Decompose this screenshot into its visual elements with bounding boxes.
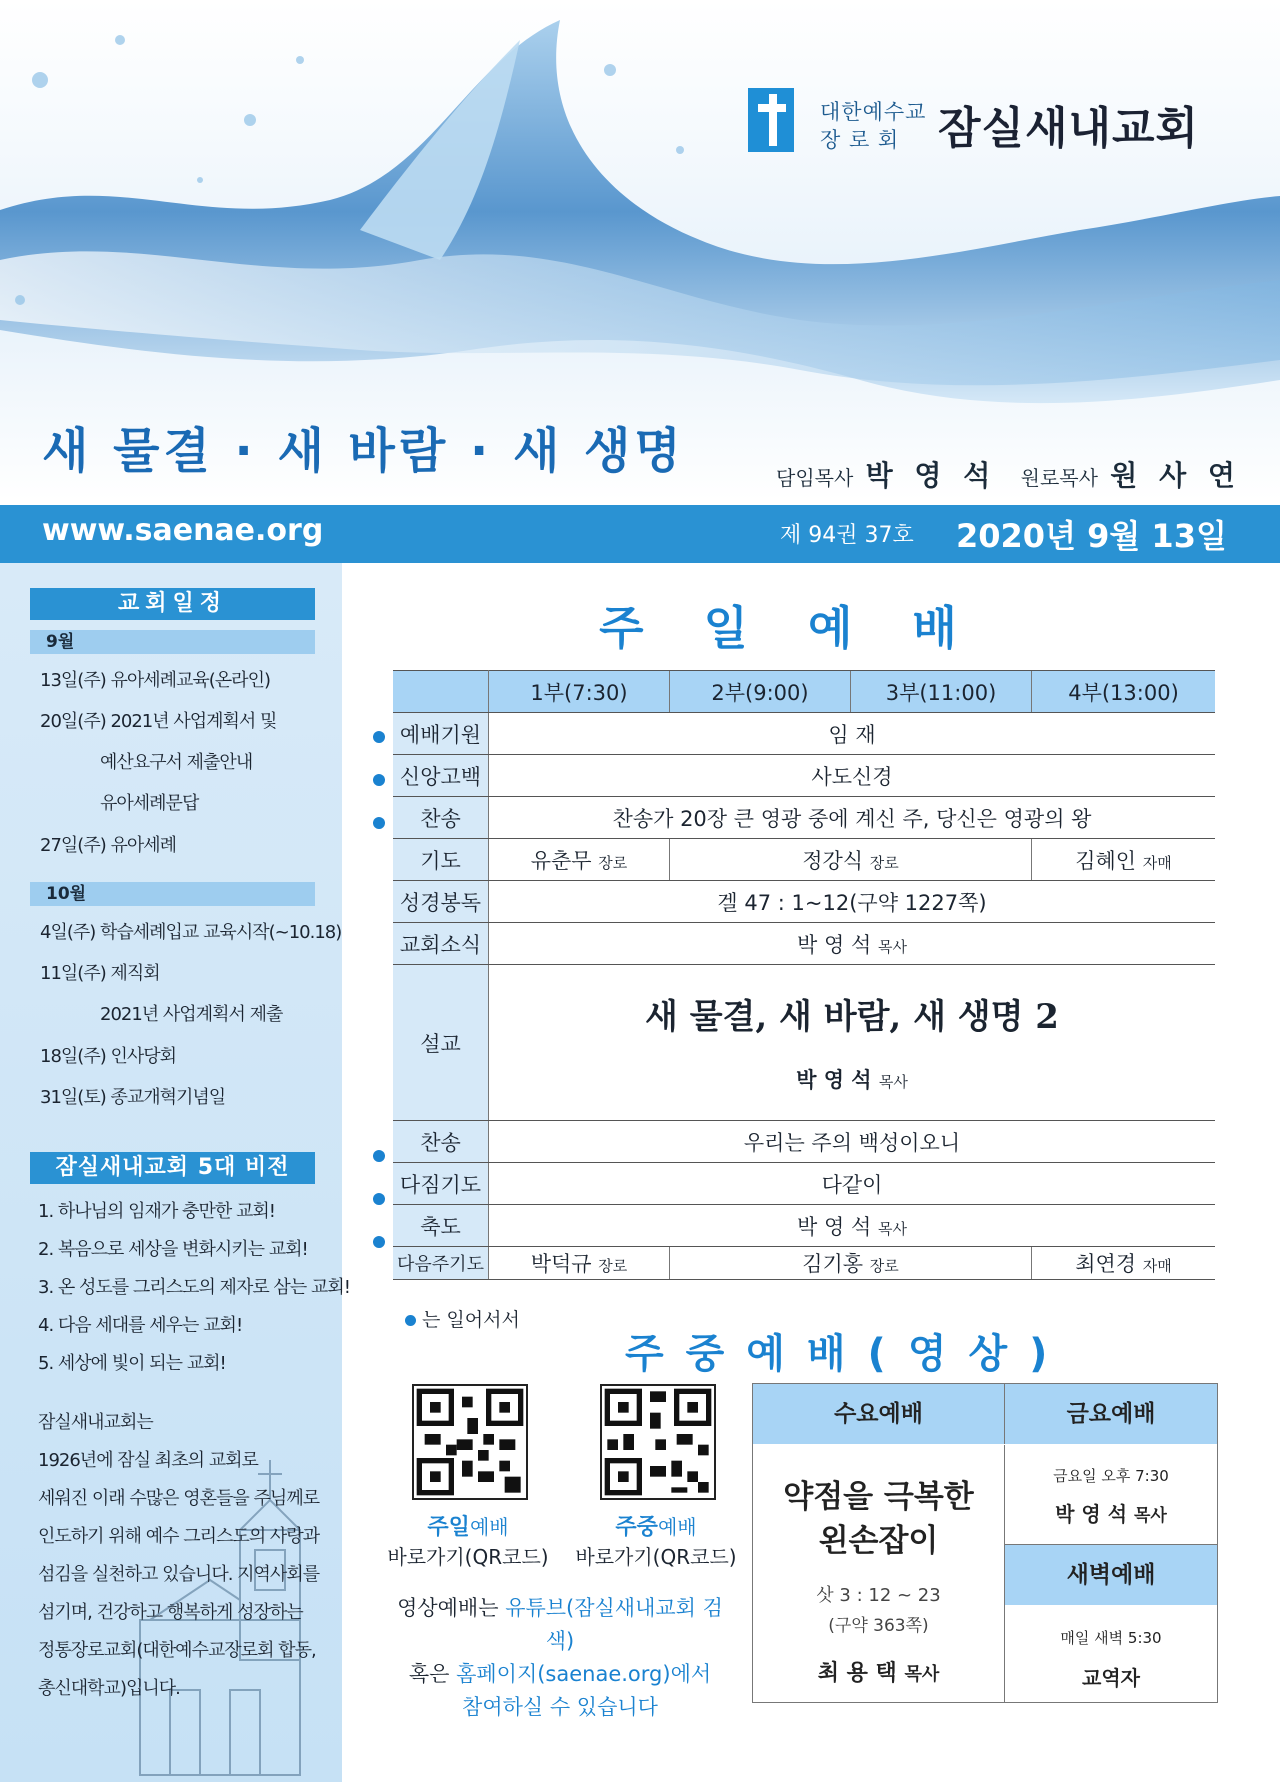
prayer-rank: 장로 — [598, 1257, 628, 1275]
row-label: 축도 — [393, 1205, 489, 1247]
note-text: 영상예배는 — [397, 1596, 506, 1620]
note-line3: 참여하실 수 있습니다 — [462, 1695, 658, 1719]
vision-item: 1. 하나님의 임재가 충만한 교회! — [38, 1201, 275, 1222]
hymn-value: 우리는 주의 백성이오니 — [489, 1121, 1216, 1163]
weekday-services-table — [752, 1383, 1218, 1703]
qr-code-weekday-icon[interactable] — [600, 1384, 716, 1500]
wednesday-heading: 수요예배 — [753, 1384, 1005, 1444]
table-row — [393, 797, 1215, 839]
table-row — [393, 965, 1215, 1121]
about-line: 잠실새내교회는 — [38, 1412, 153, 1433]
qr-sunday-highlight: 주일 — [427, 1515, 470, 1540]
month-october: 10월 — [30, 882, 315, 906]
cross-icon — [769, 94, 777, 146]
prayer-person — [489, 839, 670, 881]
qr-weekday-link[interactable]: 바로가기(QR코드) — [575, 1545, 737, 1569]
month-september: 9월 — [30, 630, 315, 654]
church-name: 잠실새내교회 — [938, 103, 1200, 154]
sermon-title: 새 물결, 새 바람, 새 생명 2 — [645, 997, 1059, 1037]
dawn-time: 매일 새벽 5:30 — [1060, 1629, 1162, 1647]
qr-weekday-caption — [581, 1510, 731, 1541]
creed-value: 사도신경 — [489, 755, 1216, 797]
schedule-heading: 교회일정 — [30, 588, 315, 620]
note-line2 — [385, 1658, 735, 1691]
preacher-rank: 목사 — [904, 1664, 940, 1685]
news-rank: 목사 — [877, 937, 907, 956]
wednesday-cell — [753, 1445, 1005, 1702]
wednesday-preacher — [753, 1656, 1004, 1687]
service-1: 1부(7:30) — [489, 671, 670, 713]
prayer-person — [1032, 839, 1216, 881]
preacher-rank: 목사 — [1134, 1506, 1167, 1526]
news-person: 박 영 석 — [797, 932, 872, 957]
standing-dot-icon — [373, 1150, 385, 1162]
dawn-leader: 교역자 — [1082, 1666, 1140, 1690]
table-row — [393, 713, 1215, 755]
slogan: 새 물결 · 새 바람 · 새 생명 — [42, 423, 685, 479]
about-line: 1926년에 잠실 최초의 교회로 — [38, 1450, 258, 1471]
prayer-person — [670, 839, 1032, 881]
emeritus-pastor-title: 원로목사 — [1020, 466, 1098, 490]
about-line: 인도하기 위해 예수 그리스도의 사랑과 — [38, 1526, 320, 1547]
benediction-rank: 목사 — [877, 1219, 907, 1238]
vision-item: 5. 세상에 빛이 되는 교회! — [38, 1353, 226, 1374]
schedule-item: 27일(주) 유아세례 — [40, 835, 176, 856]
invocation-value: 임 재 — [489, 713, 1216, 755]
service-4: 4부(13:00) — [1032, 671, 1216, 713]
hymn-value: 찬송가 20장 큰 영광 중에 계신 주, 당신은 영광의 왕 — [489, 797, 1216, 839]
vision-item: 3. 온 성도를 그리스도의 제자로 삼는 교회! — [38, 1277, 350, 1298]
bulletin-date: 2020년 9월 13일 — [956, 517, 1227, 555]
schedule-item: 18일(주) 인사당회 — [40, 1046, 176, 1067]
homepage-link[interactable]: 홈페이지(saenae.org)에서 — [456, 1662, 712, 1686]
prayer-name: 김혜인 — [1075, 848, 1137, 873]
youtube-link[interactable]: 유튜브(잠실새내교회 검색) — [505, 1596, 723, 1653]
vision-item: 2. 복음으로 세상을 변화시키는 교회! — [38, 1239, 308, 1260]
news-value — [489, 923, 1216, 965]
preacher-name: 박 영 석 — [796, 1068, 872, 1092]
schedule-item: 20일(주) 2021년 사업계획서 및 — [40, 711, 277, 732]
senior-pastor-name: 박 영 석 — [865, 459, 997, 492]
preacher-name: 최 용 택 — [817, 1661, 897, 1686]
worship-order-table — [393, 670, 1215, 1280]
wednesday-page: (구약 363쪽) — [828, 1616, 929, 1636]
dawn-heading: 새벽예배 — [1005, 1544, 1217, 1605]
prayer-rank: 자매 — [1142, 1257, 1172, 1275]
schedule-item: 유아세례문답 — [100, 793, 199, 814]
denomination-line2: 장 로 회 — [820, 128, 900, 152]
sunday-worship-title: 주일예배 — [599, 601, 1017, 655]
service-2: 2부(9:00) — [670, 671, 851, 713]
prayer-name: 최연경 — [1075, 1252, 1137, 1276]
standing-dot-icon — [373, 1193, 385, 1205]
denomination-line1: 대한예수교 — [820, 100, 927, 124]
prayer-rank: 장로 — [598, 853, 628, 872]
preacher-name: 박 영 석 — [1055, 1502, 1128, 1526]
emeritus-pastor-name: 원 사 연 — [1110, 459, 1241, 492]
row-label: 성경봉독 — [393, 881, 489, 923]
pastors — [776, 454, 1259, 494]
friday-cell — [1005, 1445, 1217, 1543]
issue-number: 제 94권 37호 — [780, 523, 914, 548]
table-row — [393, 839, 1215, 881]
schedule-item: 2021년 사업계획서 제출 — [100, 1004, 283, 1025]
prayer-rank: 장로 — [869, 1257, 899, 1275]
next-prayer-person — [670, 1247, 1032, 1280]
prayer-name: 정강식 — [802, 848, 864, 873]
schedule-item: 예산요구서 제출안내 — [100, 752, 253, 773]
standing-dot-icon — [373, 817, 385, 829]
row-label: 설교 — [393, 965, 489, 1121]
blank-cell — [393, 671, 489, 713]
website-link[interactable]: www.saenae.org — [42, 513, 324, 548]
next-prayer-person — [1032, 1247, 1216, 1280]
note-text: 혹은 — [408, 1662, 457, 1686]
table-row — [393, 755, 1215, 797]
friday-preacher — [1005, 1498, 1217, 1527]
vision-item: 4. 다음 세대를 세우는 교회! — [38, 1315, 243, 1336]
table-row — [393, 1205, 1215, 1247]
table-row — [393, 1247, 1215, 1280]
service-3: 3부(11:00) — [851, 671, 1032, 713]
schedule-item: 31일(토) 종교개혁기념일 — [40, 1087, 226, 1108]
qr-sunday-link[interactable]: 바로가기(QR코드) — [387, 1545, 549, 1569]
standing-dot-icon — [405, 1315, 416, 1326]
standing-dot-icon — [373, 774, 385, 786]
prayer-name: 유춘무 — [530, 848, 592, 873]
table-row — [393, 1121, 1215, 1163]
denomination — [820, 98, 926, 154]
video-worship-note — [385, 1592, 735, 1724]
sermon-cell — [489, 965, 1216, 1121]
wednesday-scripture: 삿 3 : 12 ~ 23 — [816, 1585, 941, 1606]
table-row — [393, 1163, 1215, 1205]
schedule-item: 13일(주) 유아세례교육(온라인) — [40, 670, 270, 691]
wednesday-sermon-title — [753, 1475, 1004, 1563]
sermon-preacher — [489, 1064, 1215, 1094]
scripture-value: 겔 47 : 1~12(구약 1227쪽) — [489, 881, 1216, 923]
service-header-row — [393, 671, 1215, 713]
stand-note-text: 는 일어서서 — [422, 1309, 520, 1331]
sermon-line1: 약점을 극복한 — [783, 1479, 974, 1515]
note-line1 — [385, 1592, 735, 1658]
row-label: 예배기원 — [393, 713, 489, 755]
about-line: 섬기며, 건강하고 행복하게 성장하는 — [38, 1602, 303, 1623]
row-label: 교회소식 — [393, 923, 489, 965]
row-label: 다짐기도 — [393, 1163, 489, 1205]
qr-weekday-rest: 예배 — [657, 1515, 697, 1539]
weekday-worship-title: 주중예배(영상) — [625, 1331, 1070, 1377]
row-label: 찬송 — [393, 797, 489, 839]
prayer-name: 김기홍 — [802, 1252, 864, 1276]
senior-pastor-title: 담임목사 — [776, 466, 854, 490]
about-line: 정통장로교회(대한예수교장로회 합동, — [38, 1640, 316, 1661]
qr-sunday-rest: 예배 — [469, 1515, 509, 1539]
resolution-value: 다같이 — [489, 1163, 1216, 1205]
table-row — [393, 881, 1215, 923]
vision-heading: 잠실새내교회 5대 비전 — [30, 1152, 315, 1184]
standing-dot-icon — [373, 731, 385, 743]
preacher-rank: 목사 — [878, 1073, 908, 1091]
row-label: 기도 — [393, 839, 489, 881]
stand-note — [405, 1305, 520, 1332]
schedule-item: 11일(주) 제직회 — [40, 963, 160, 984]
schedule-item: 4일(주) 학습세례입교 교육시작(~10.18) — [40, 922, 342, 943]
table-row — [393, 923, 1215, 965]
standing-dot-icon — [373, 1236, 385, 1248]
qr-weekday-highlight: 주중 — [615, 1515, 658, 1540]
prayer-rank: 자매 — [1142, 853, 1172, 872]
next-prayer-person — [489, 1247, 670, 1280]
prayer-name: 박덕규 — [530, 1252, 592, 1276]
prayer-rank: 장로 — [869, 853, 899, 872]
sermon-line2: 왼손잡이 — [818, 1523, 939, 1559]
cross-bar-icon — [758, 104, 786, 112]
qr-code-sunday-icon[interactable] — [412, 1384, 528, 1500]
friday-heading: 금요예배 — [1005, 1384, 1217, 1444]
row-label: 찬송 — [393, 1121, 489, 1163]
about-line: 섬김을 실천하고 있습니다. 지역사회를 — [38, 1564, 320, 1585]
benediction-person: 박 영 석 — [797, 1214, 872, 1239]
about-line: 세워진 이래 수많은 영혼들을 주님께로 — [38, 1488, 320, 1509]
benediction-value — [489, 1205, 1216, 1247]
dawn-cell — [1005, 1605, 1217, 1702]
about-line: 총신대학교)입니다. — [38, 1678, 180, 1699]
row-label: 신앙고백 — [393, 755, 489, 797]
row-label: 다음주기도 — [393, 1247, 489, 1280]
qr-sunday-caption — [393, 1510, 543, 1541]
friday-time: 금요일 오후 7:30 — [1053, 1467, 1169, 1485]
